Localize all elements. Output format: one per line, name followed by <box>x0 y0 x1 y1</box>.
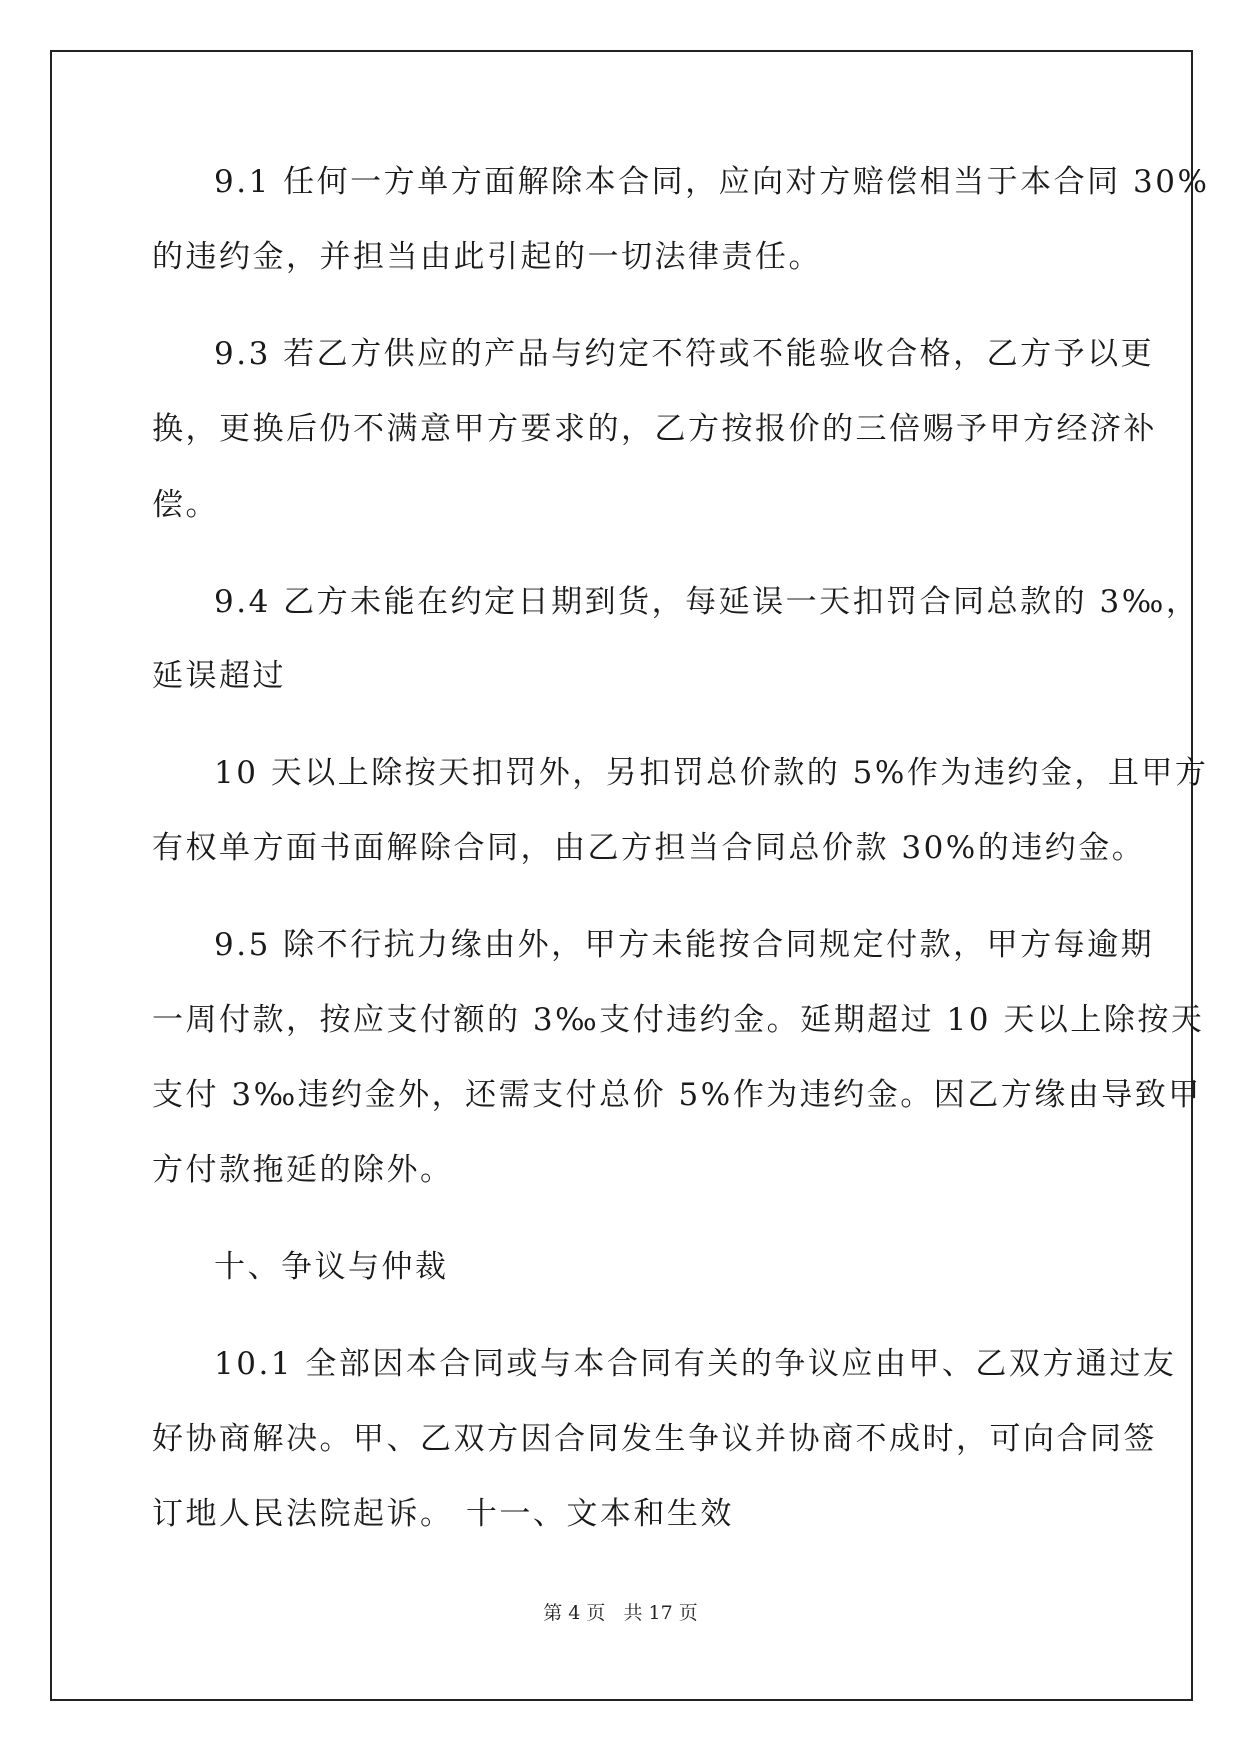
clause-9-4-line-2: 延误超过 <box>152 658 286 694</box>
clause-10-1-line-2: 好协商解决。甲、乙双方因合同发生争议并协商不成时，可向合同签 <box>152 1421 1157 1457</box>
clause-9-3-line-2: 换，更换后仍不满意甲方要求的，乙方按报价的三倍赐予甲方经济补 <box>152 411 1157 447</box>
clause-9-4-cont-line-1: 10 天以上除按天扣罚外，另扣罚总价款的 5%作为违约金，且甲方 <box>214 755 1209 791</box>
clause-9-3-line-3: 偿。 <box>152 487 219 523</box>
page-number: 第 4 页 <box>543 1602 606 1624</box>
document-body <box>152 160 1210 1537</box>
clause-9-1-line-1: 9.1 任何一方单方面解除本合同，应向对方赔偿相当于本合同 30% <box>214 164 1210 200</box>
clause-9-5-line-1: 9.5 除不行抗力缘由外，甲方未能按合同规定付款，甲方每逾期 <box>214 927 1155 963</box>
section-10-heading: 十、争议与仲裁 <box>214 1249 449 1285</box>
clause-9-4-cont-line-2: 有权单方面书面解除合同，由乙方担当合同总价款 30%的违约金。 <box>152 830 1146 866</box>
page-total: 共 17 页 <box>623 1602 698 1624</box>
clause-9-3-line-1: 9.3 若乙方供应的产品与约定不符或不能验收合格，乙方予以更 <box>214 336 1155 372</box>
clause-9-5-line-2: 一周付款，按应支付额的 3‰支付违约金。延期超过 10 天以上除按天 <box>152 1002 1205 1038</box>
clause-9-5-line-4: 方付款拖延的除外。 <box>152 1152 454 1188</box>
page-footer <box>0 1598 1241 1625</box>
clause-9-5-line-3: 支付 3‰违约金外，还需支付总价 5%作为违约金。因乙方缘由导致甲 <box>152 1077 1202 1113</box>
clause-10-1-line-1: 10.1 全部因本合同或与本合同有关的争议应由甲、乙双方通过友 <box>214 1346 1177 1382</box>
clause-10-1-line-3: 订地人民法院起诉。 十一、文本和生效 <box>152 1496 734 1532</box>
clause-9-1-line-2: 的违约金，并担当由此引起的一切法律责任。 <box>152 239 822 275</box>
clause-9-4-line-1: 9.4 乙方未能在约定日期到货，每延误一天扣罚合同总款的 3‰， <box>214 584 1200 620</box>
